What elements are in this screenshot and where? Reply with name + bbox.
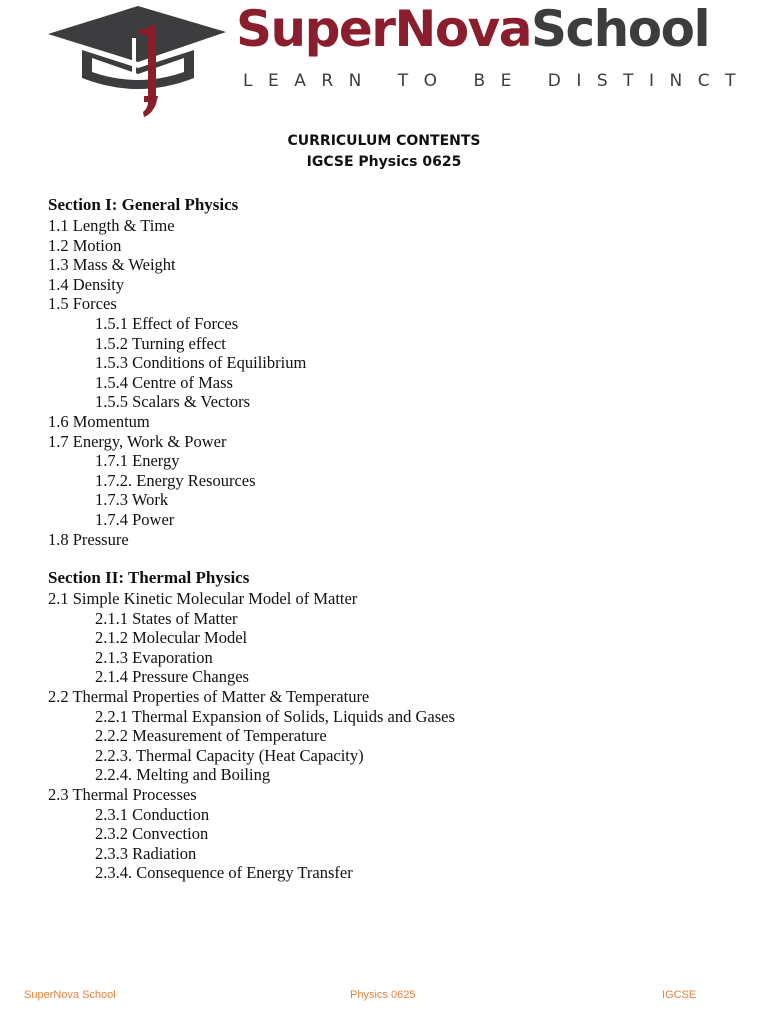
subtopic-item: 1.5.2 Turning effect (95, 333, 226, 353)
subtopic-item: 2.1.1 States of Matter (95, 608, 238, 628)
section-title: Section I: General Physics (48, 195, 239, 214)
subtopic-item: 2.3.4. Consequence of Energy Transfer (95, 863, 353, 883)
subtopic-item: 2.2.4. Melting and Boiling (95, 765, 271, 785)
brand-name-part1: SuperNova (236, 0, 531, 58)
topic-item: 1.8 Pressure (48, 529, 129, 549)
topic-item: 1.1 Length & Time (48, 216, 175, 235)
topic-item: 2.1 Simple Kinetic Molecular Model of Matter (48, 589, 358, 609)
curriculum-contents (48, 194, 748, 883)
subtopic-item: 2.2.2 Measurement of Temperature (95, 726, 327, 746)
subtopic-item: 2.3.3 Radiation (95, 843, 197, 863)
subtopic-item: 2.3.2 Convection (95, 824, 209, 844)
graduation-cap-icon (48, 0, 230, 118)
subtopic-item: 1.7.1 Energy (95, 451, 180, 471)
subtopic-item: 2.1.3 Evaporation (95, 647, 213, 667)
subtopic-item: 1.7.4 Power (95, 509, 175, 529)
document-subtitle: IGCSE Physics 0625 (306, 154, 462, 170)
document-title: CURRICULUM CONTENTS (287, 133, 481, 149)
school-logo (48, 0, 752, 118)
curriculum-section (48, 567, 748, 883)
topic-item: 1.5 Forces (48, 294, 117, 314)
subtopic-item: 2.2.1 Thermal Expansion of Solids, Liquids and Gases (95, 706, 455, 726)
topic-item: 2.2 Thermal Properties of Matter & Temperature (48, 687, 370, 707)
brand-name-part2: School (531, 0, 710, 58)
footer-right: IGCSE (662, 989, 697, 1001)
subtopic-item: 2.1.4 Pressure Changes (95, 667, 249, 687)
subtopic-item: 1.5.3 Conditions of Equilibrium (95, 353, 307, 373)
subtopic-item: 1.5.5 Scalars & Vectors (95, 392, 251, 412)
subtopic-item: 1.7.2. Energy Resources (95, 470, 256, 490)
topic-item: 1.3 Mass & Weight (48, 255, 176, 275)
subtopic-item: 2.1.2 Molecular Model (95, 628, 248, 648)
brand-name (236, 0, 710, 58)
section-title: Section II: Thermal Physics (48, 568, 250, 588)
topic-item: 1.6 Momentum (48, 411, 150, 431)
footer-center: Physics 0625 (350, 989, 416, 1001)
subtopic-item: 2.3.1 Conduction (95, 804, 210, 824)
brand-tagline: LEARN TO BE DISTINCT (243, 71, 752, 91)
subtopic-item: 1.5.4 Centre of Mass (95, 372, 233, 392)
curriculum-section (48, 194, 748, 549)
subtopic-item: 1.7.3 Work (95, 490, 169, 510)
topic-item: 1.4 Density (48, 274, 125, 294)
topic-item: 1.2 Motion (48, 235, 122, 255)
topic-item: 1.7 Energy, Work & Power (48, 431, 227, 451)
subtopic-item: 2.2.3. Thermal Capacity (Heat Capacity) (95, 745, 364, 765)
topic-item: 2.3 Thermal Processes (48, 785, 197, 805)
subtopic-item: 1.5.1 Effect of Forces (95, 313, 239, 333)
footer-left: SuperNova School (24, 989, 116, 1001)
